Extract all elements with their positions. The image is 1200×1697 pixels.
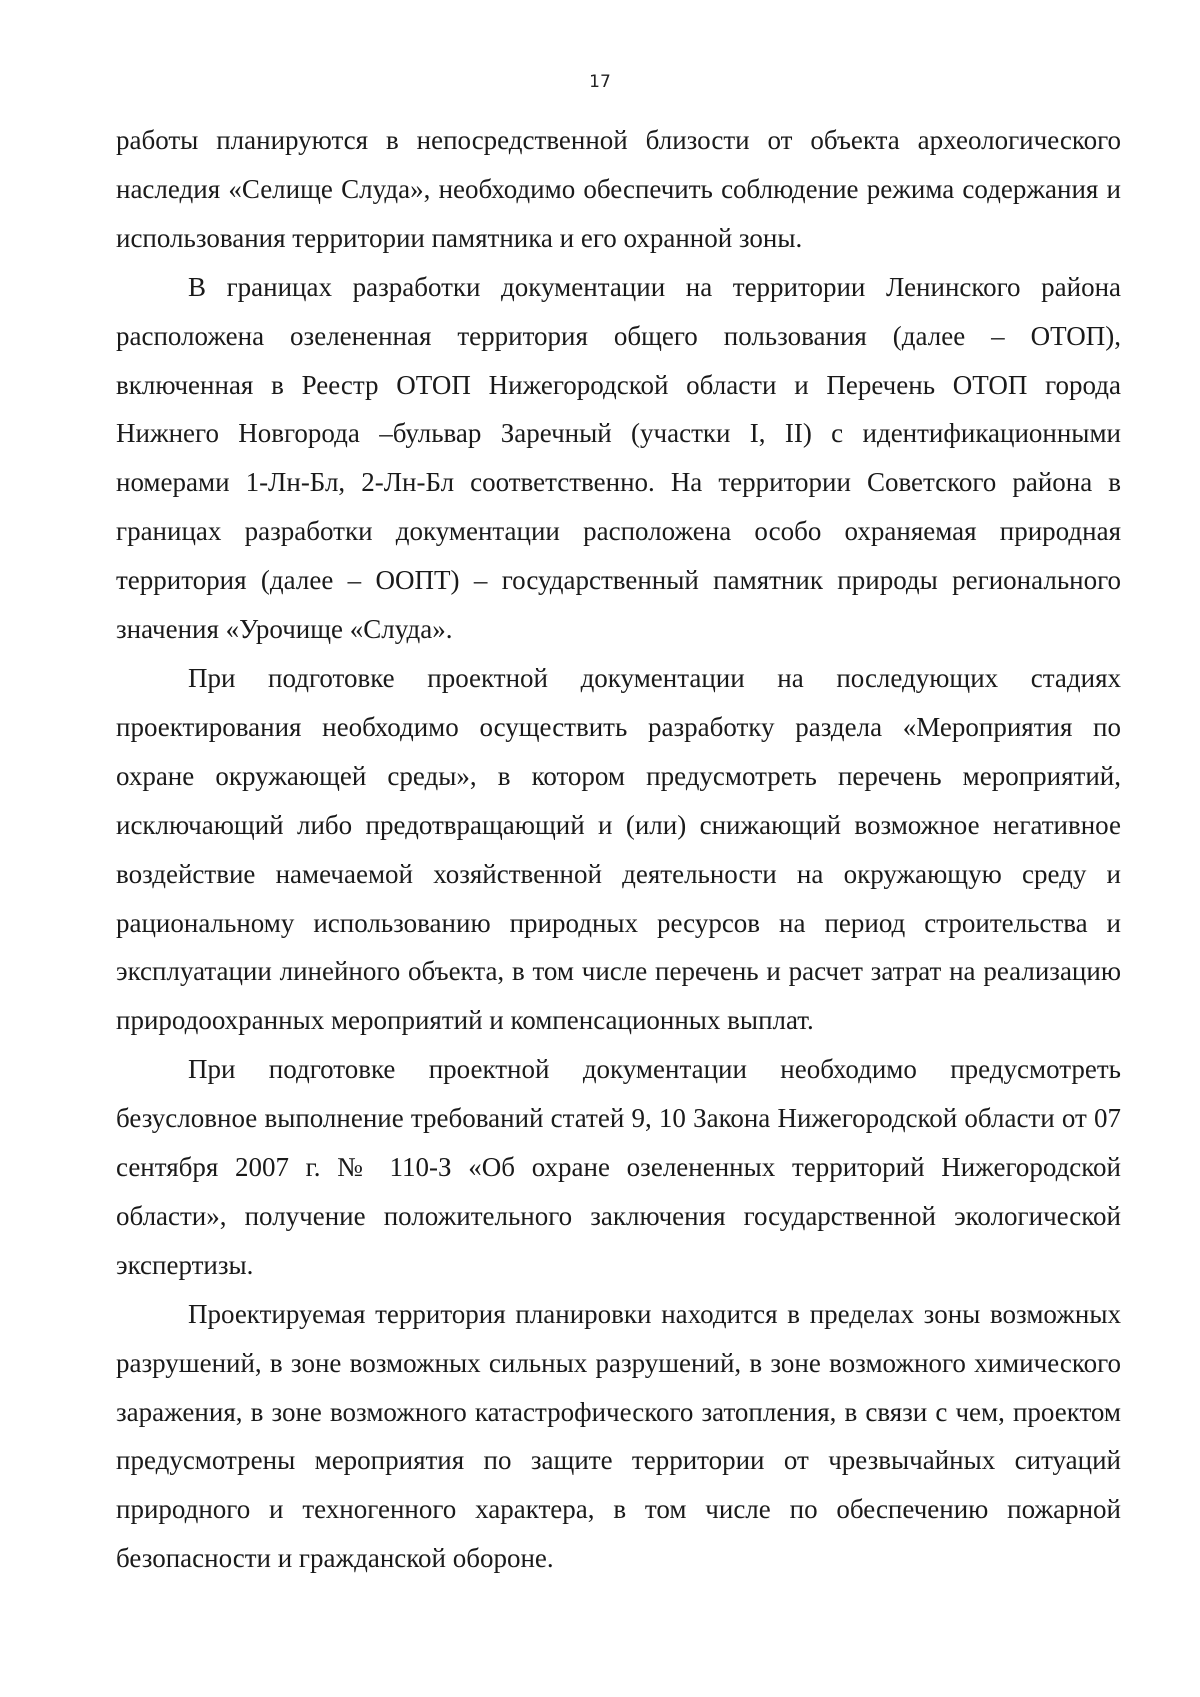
paragraph-continuation: работы планируются в непосредственной близости от объекта археологического наследия «Селище Слуда», необходимо обеспечить соблюдение режима содержания и использования территории памятника и его охранной зоны.: [116, 125, 1121, 253]
paragraph-law-requirements: При подготовке проектной документации необходимо предусмотреть безусловное выполнение требований статей 9, 10 Закона Нижегородской области от 07 сентября 2007 г. № 110-З «Об охране озелененных территорий Нижегородской области», получение положительного заключения государственной экологической экспертизы.: [116, 1054, 1121, 1280]
paragraph-green-territories: В границах разработки документации на территории Ленинского района расположена озелененная территория общего пользования (далее – ОТОП), включенная в Реестр ОТОП Нижегородской области и Перечень ОТОП города Нижнего Новгорода –бульвар Заречный (участки I, II) с идентификационными номерами 1-Лн-Бл, 2-Лн-Бл соответственно. На территории Советского района в границах разработки документации расположена особо охраняемая природная территория (далее – ООПТ) – государственный памятник природы регионального значения «Урочище «Слуда».: [116, 271, 1121, 645]
document-body: [116, 116, 1121, 1583]
paragraph-emergency-zones: Проектируемая территория планировки находится в пределах зоны возможных разрушений, в зоне возможных сильных разрушений, в зоне возможного химического заражения, в зоне возможного катастрофического затопления, в связи с чем, проектом предусмотрены мероприятия по защите территории от чрезвычайных ситуаций природного и техногенного характера, в том числе по обеспечению пожарной безопасности и гражданской обороне.: [116, 1298, 1121, 1574]
paragraph-environmental-measures: При подготовке проектной документации на последующих стадиях проектирования необходимо осуществить разработку раздела «Мероприятия по охране окружающей среды», в котором предусмотреть перечень мероприятий, исключающий либо предотвращающий и (или) снижающий возможное негативное воздействие намечаемой хозяйственной деятельности на окружающую среду и рациональному использованию природных ресурсов на период строительства и эксплуатации линейного объекта, в том числе перечень и расчет затрат на реализацию природоохранных мероприятий и компенсационных выплат.: [116, 662, 1121, 1036]
page-number: 17: [589, 72, 611, 92]
